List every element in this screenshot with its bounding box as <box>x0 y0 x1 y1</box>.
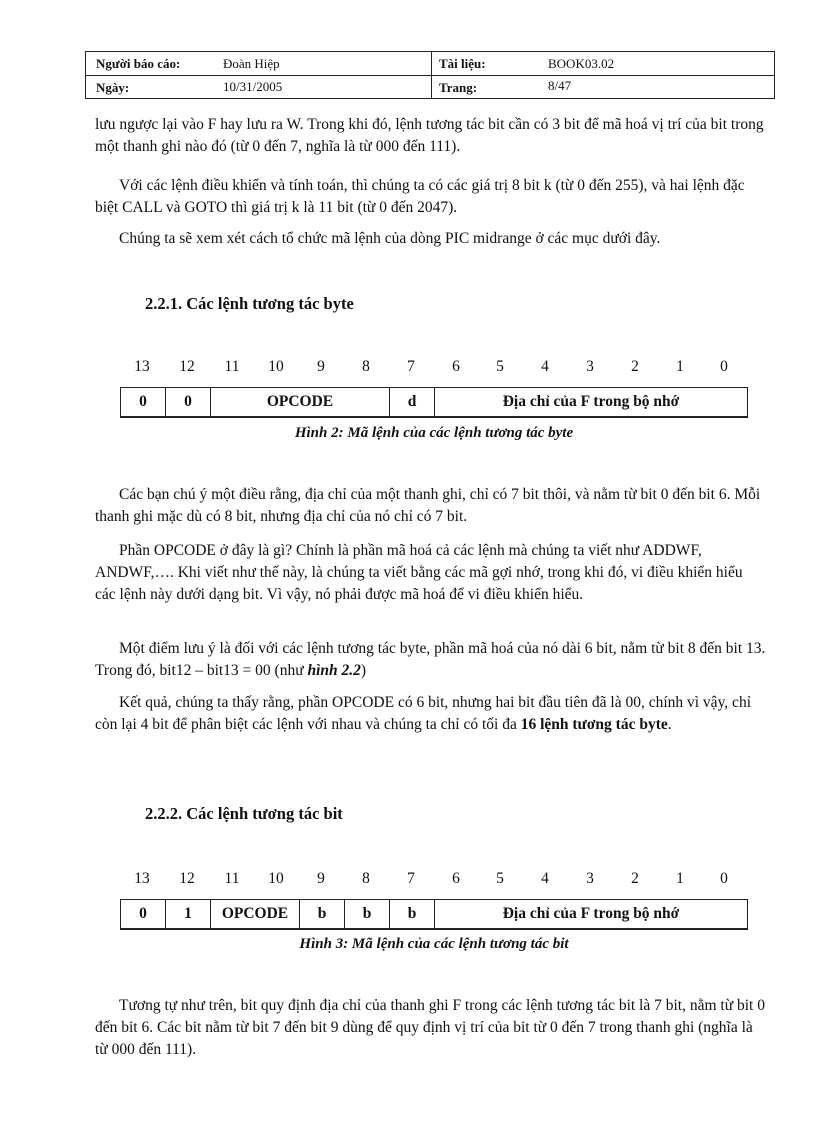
section-heading-byte: 2.2.1. Các lệnh tương tác byte <box>145 294 354 313</box>
bit-number: 12 <box>179 358 195 375</box>
bit-number: 4 <box>541 870 549 887</box>
byte-paragraph-4-end: . <box>667 716 672 733</box>
format-cell-b8: b <box>345 900 390 928</box>
byte-paragraph-2: Phần OPCODE ở đây là gì? Chính là phần mã hoá cả các lệnh mà chúng ta viết như ADDWF, ANDWF,…. Khi viết như thế này, là chúng ta viết bằng các mã gợi nhớ, trong khi đó, vi điều khiển hiểu các lệnh này dưới dạng bit. Vì vậy, nó phải được mã hoá để vi điều khiển hiểu. <box>95 542 743 603</box>
reporter-value: Đoàn Hiệp <box>223 56 280 71</box>
bit-number: 3 <box>586 358 594 375</box>
format-cell-bit12: 1 <box>166 900 211 928</box>
bit-number: 5 <box>496 358 504 375</box>
bit-number: 0 <box>720 870 728 887</box>
bit-number: 0 <box>720 358 728 375</box>
bit-number: 3 <box>586 870 594 887</box>
date-value: 10/31/2005 <box>223 79 283 94</box>
intro-paragraph-2: Với các lệnh điều khiển và tính toán, thì chúng ta có các giá trị 8 bit k (từ 0 đến 255), và hai lệnh đặc biệt CALL và GOTO thì giá trị k là 11 bit (từ 0 đến 2047). <box>95 177 745 216</box>
byte-paragraph-4 <box>95 692 767 736</box>
bit-number-row-byte <box>120 357 750 377</box>
format-cell-opcode: OPCODE <box>211 900 300 928</box>
bit-number: 6 <box>452 870 460 887</box>
date-label: Ngày: <box>96 80 130 95</box>
bit-number: 4 <box>541 358 549 375</box>
bit-number: 7 <box>407 358 415 375</box>
bit-paragraph-1: Tương tự như trên, bit quy định địa chỉ của thanh ghi F trong các lệnh tương tác bit là 7 bit, nằm từ bit 0 đến bit 6. Các bit nằm từ bit 7 đến bit 9 dùng để quy định vị trí của bit từ 0 đến 7 trong thanh ghi (nghĩa là từ 000 đến 111). <box>95 997 765 1058</box>
section-heading-bit: 2.2.2. Các lệnh tương tác bit <box>145 804 343 823</box>
byte-paragraph-4-text: Kết quả, chúng ta thấy rằng, phần OPCODE có 6 bit, nhưng hai bit đầu tiên đã là 00, chính vì vậy, chỉ còn lại 4 bit để phân biệt các lệnh với nhau và chúng ta chỉ có tối đa <box>95 694 751 733</box>
bit-number: 11 <box>224 870 240 887</box>
bit-number: 8 <box>362 870 370 887</box>
byte-paragraph-3 <box>95 638 767 682</box>
figure-caption-3: Hình 3: Mã lệnh của các lệnh tương tác bit <box>299 936 569 952</box>
intro-paragraph-3: Chúng ta sẽ xem xét cách tổ chức mã lệnh của dòng PIC midrange ở các mục dưới đây. <box>119 230 661 247</box>
bit-number-row-bit <box>120 869 750 889</box>
document-value: BOOK03.02 <box>548 56 615 71</box>
format-cell-bit13: 0 <box>121 900 166 928</box>
header-row-divider <box>86 75 774 76</box>
bit-number: 13 <box>134 358 150 375</box>
bit-number: 2 <box>631 358 639 375</box>
bit-number: 8 <box>362 358 370 375</box>
page-value: 8/47 <box>548 78 572 93</box>
bit-number: 2 <box>631 870 639 887</box>
bit-number: 10 <box>268 870 284 887</box>
bit-number: 1 <box>676 358 684 375</box>
bit-number: 1 <box>676 870 684 887</box>
format-cell-b7: b <box>390 900 435 928</box>
document-header-table <box>85 51 775 99</box>
instruction-format-bit <box>120 899 748 930</box>
reporter-label: Người báo cáo: <box>96 56 181 71</box>
figure-reference: hình 2.2 <box>307 662 361 679</box>
bit-number: 5 <box>496 870 504 887</box>
bit-number: 13 <box>134 870 150 887</box>
figure-caption-2: Hình 2: Mã lệnh của các lệnh tương tác byte <box>294 425 574 441</box>
byte-paragraph-4-bold: 16 lệnh tương tác byte <box>520 716 668 733</box>
byte-paragraph-3-end: ) <box>360 662 367 679</box>
format-cell-opcode: OPCODE <box>211 388 390 416</box>
page-label: Trang: <box>439 80 478 95</box>
format-cell-address: Địa chỉ của F trong bộ nhớ <box>502 905 680 922</box>
instruction-format-byte <box>120 387 748 418</box>
bit-number: 9 <box>317 358 325 375</box>
bit-number: 11 <box>224 358 240 375</box>
format-cell-address: Địa chỉ của F trong bộ nhớ <box>502 393 680 410</box>
bit-number: 12 <box>179 870 195 887</box>
bit-number: 7 <box>407 870 415 887</box>
document-label: Tài liệu: <box>439 56 486 71</box>
byte-paragraph-3-text: Một điểm lưu ý là đối với các lệnh tương tác byte, phần mã hoá của nó dài 6 bit, nằm từ bit 8 đến bit 13. Trong đó, bit12 – bit13 = 00 (như <box>95 640 766 679</box>
bit-number: 9 <box>317 870 325 887</box>
bit-number: 6 <box>452 358 460 375</box>
bit-number: 10 <box>268 358 284 375</box>
format-cell-b9: b <box>300 900 345 928</box>
format-cell-d: d <box>390 388 435 416</box>
format-cell-bit13: 0 <box>121 388 166 416</box>
intro-paragraph-1: lưu ngược lại vào F hay lưu ra W. Trong khi đó, lệnh tương tác bit cần có 3 bit để mã hoá vị trí của bit trong một thanh ghi nào đó (từ 0 đến 7, nghĩa là từ 000 đến 111). <box>95 116 764 155</box>
format-cell-bit12: 0 <box>166 388 211 416</box>
byte-paragraph-1: Các bạn chú ý một điều rằng, địa chỉ của một thanh ghi, chỉ có 7 bit thôi, và nằm từ bit 0 đến bit 6. Mỗi thanh ghi mặc dù có 8 bit, nhưng địa chỉ của nó chỉ có 7 bit. <box>95 486 761 525</box>
